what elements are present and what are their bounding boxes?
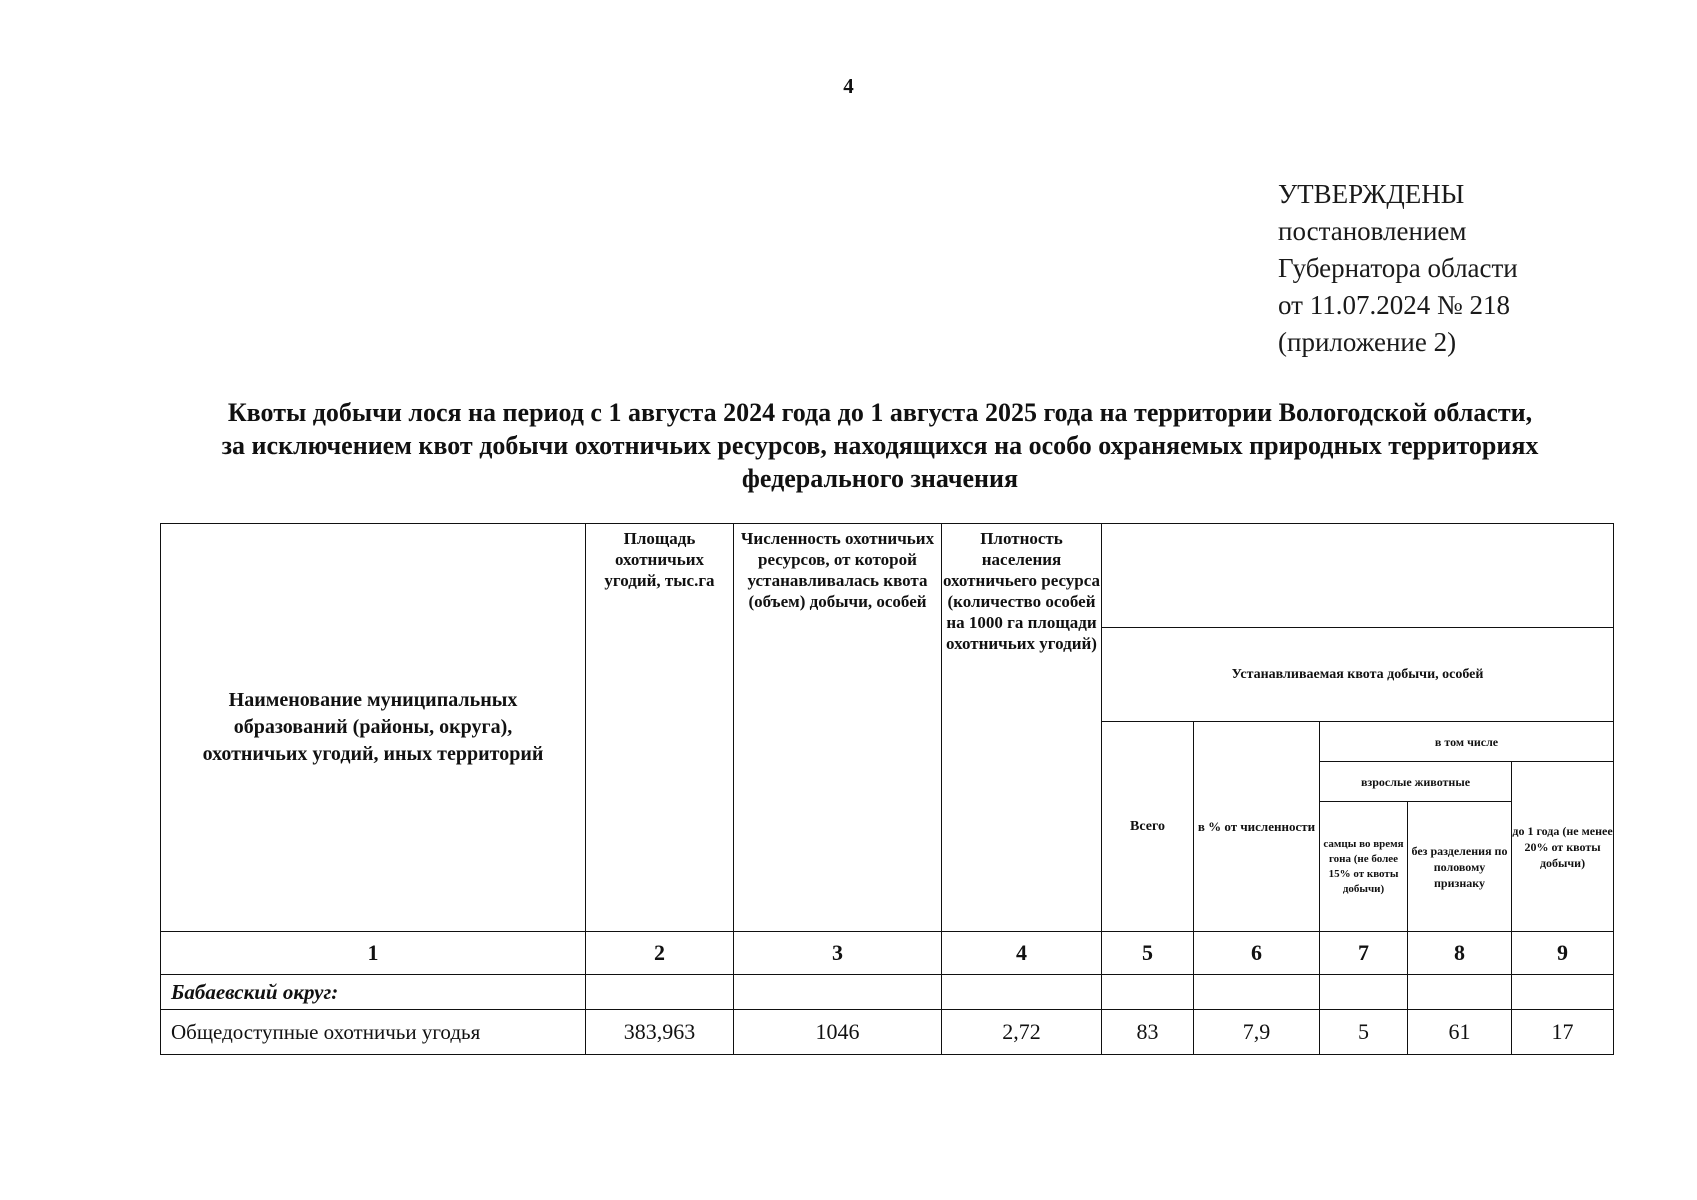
approval-line-approved: УТВЕРЖДЕНЫ — [1278, 179, 1465, 209]
title-line-2: за исключением квот добычи охотничьих ресурсов, находящихся на особо охраняемых природных территориях — [221, 431, 1539, 460]
empty-cell — [942, 975, 1102, 1010]
table-row — [161, 1010, 1614, 1055]
approval-line-appendix: (приложение 2) — [1278, 327, 1457, 357]
header-municipality-name: Наименование муниципальных образований (районы, округа), охотничьих угодий, иных территорий — [161, 524, 586, 932]
cell-percent: 7,9 — [1194, 1010, 1320, 1055]
title-line-1: Квоты добычи лося на период с 1 августа 2024 года до 1 августа 2025 года на территории Вологодской области, — [227, 398, 1533, 427]
header-no-sex: без разделения по половому признаку — [1408, 802, 1512, 932]
section-label: Бабаевский округ: — [161, 975, 586, 1010]
approval-line-date-number: от 11.07.2024 № 218 — [1278, 290, 1510, 320]
cell-no-sex: 61 — [1408, 1010, 1512, 1055]
column-number: 1 — [161, 932, 586, 975]
empty-cell — [734, 975, 942, 1010]
column-number: 3 — [734, 932, 942, 975]
column-number: 8 — [1408, 932, 1512, 975]
title-line-3: федерального значения — [741, 464, 1019, 493]
header-area: Площадь охотничьих угодий, тыс.га — [586, 524, 734, 932]
approval-stamp — [1278, 176, 1518, 361]
column-numbers-row — [161, 932, 1614, 975]
document-title — [150, 396, 1610, 495]
header-total: Всего — [1102, 722, 1194, 932]
empty-cell — [1194, 975, 1320, 1010]
column-number: 2 — [586, 932, 734, 975]
page-number: 4 — [843, 74, 854, 98]
header-adults: взрослые животные — [1320, 762, 1512, 802]
approval-line-resolution: постановлением — [1278, 216, 1467, 246]
cell-young: 17 — [1512, 1010, 1614, 1055]
header-population: Численность охотничьих ресурсов, от которой устанавливалась квота (объем) добычи, особей — [734, 524, 942, 932]
cell-population: 1046 — [734, 1010, 942, 1055]
empty-cell — [586, 975, 734, 1010]
cell-males: 5 — [1320, 1010, 1408, 1055]
header-young: до 1 года (не менее 20% от квоты добычи) — [1512, 762, 1614, 932]
cell-density: 2,72 — [942, 1010, 1102, 1055]
column-number: 5 — [1102, 932, 1194, 975]
empty-cell — [1512, 975, 1614, 1010]
approval-line-governor: Губернатора области — [1278, 253, 1518, 283]
cell-total: 83 — [1102, 1010, 1194, 1055]
column-number: 4 — [942, 932, 1102, 975]
empty-cell — [1408, 975, 1512, 1010]
section-row — [161, 975, 1614, 1010]
cell-name: Общедоступные охотничьи угодья — [161, 1010, 586, 1055]
header-quota-group: Устанавливаемая квота добычи, особей — [1102, 628, 1614, 722]
quota-table — [160, 523, 1614, 1055]
cell-area: 383,963 — [586, 1010, 734, 1055]
column-number: 6 — [1194, 932, 1320, 975]
empty-cell — [1320, 975, 1408, 1010]
header-percent: в % от численности — [1194, 722, 1320, 932]
empty-cell — [1102, 975, 1194, 1010]
column-number: 7 — [1320, 932, 1408, 975]
header-males-rut: самцы во время гона (не более 15% от квоты добычи) — [1320, 802, 1408, 932]
column-number: 9 — [1512, 932, 1614, 975]
header-density: Плотность населения охотничьего ресурса (количество особей на 1000 га площади охотничьих угодий) — [942, 524, 1102, 932]
header-blank-cell — [1102, 524, 1614, 628]
header-including: в том числе — [1320, 722, 1614, 762]
